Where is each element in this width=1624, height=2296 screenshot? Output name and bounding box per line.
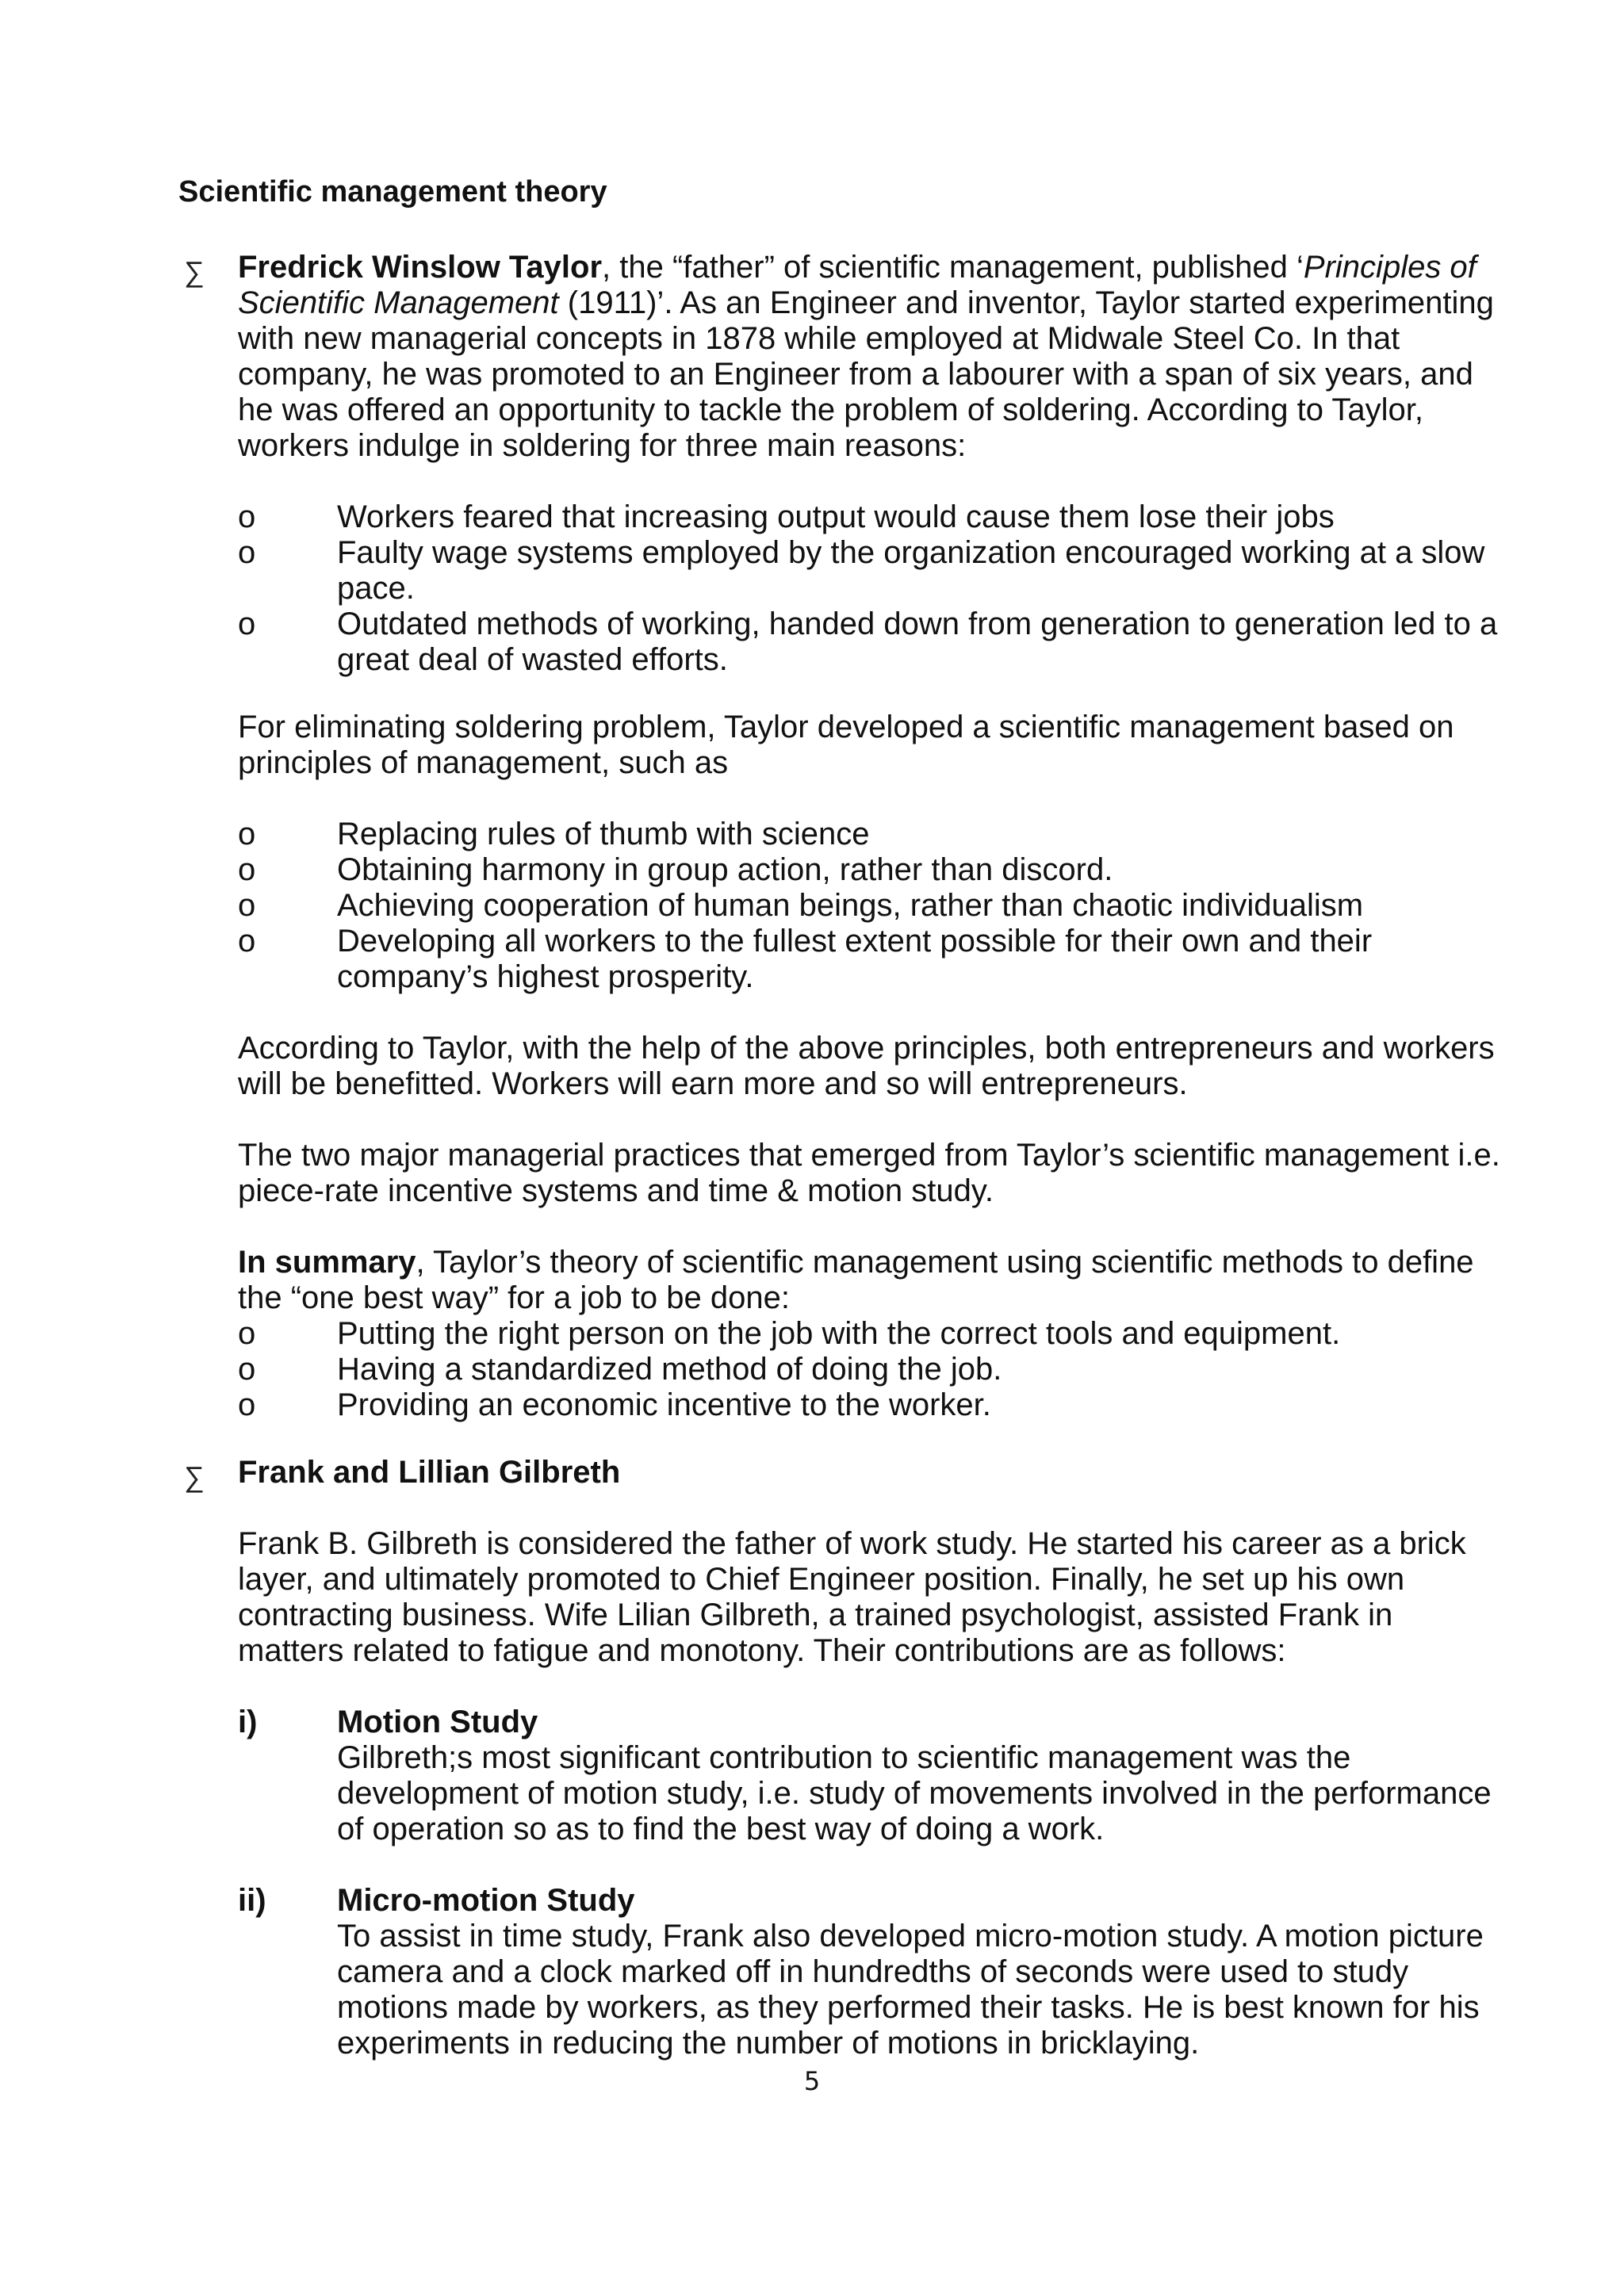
circle-bullet-icon: o	[238, 499, 256, 534]
circle-bullet-icon: o	[238, 607, 256, 641]
sigma-bullet-icon: ∑	[184, 255, 205, 288]
principle-text: Developing all workers to the fullest extent possible for their own and their company’s highest prosperity.	[337, 924, 1373, 994]
gilbreth-intro: Frank B. Gilbreth is considered the father of work study. He started his career as a brick layer, and ultimately promoted to Chief Engineer position. Finally, he set up his own contracting business. Wife Lilian Gilbreth, a trained psychologist, assisted Frank in matters related to fatigue and monotony. Their contributions are as follows:	[238, 1526, 1466, 1668]
list-item	[238, 1352, 1507, 1387]
principle-text: Achieving cooperation of human beings, rather than chaotic individualism	[337, 888, 1364, 923]
principles-intro: For eliminating soldering problem, Taylor developed a scientific management based on principles of management, such as	[238, 710, 1454, 780]
circle-bullet-icon: o	[238, 1387, 256, 1422]
contribution-item	[238, 1883, 1507, 2061]
item-number: i)	[238, 1705, 258, 1739]
reason-text: Outdated methods of working, handed down from generation to generation led to a great deal of wasted efforts.	[337, 607, 1498, 677]
circle-bullet-icon: o	[238, 924, 256, 959]
summary-block	[238, 1245, 1507, 1316]
circle-bullet-icon: o	[238, 1316, 256, 1351]
sigma-bullet-icon: ∑	[184, 1460, 205, 1493]
reasons-list	[238, 499, 1507, 678]
list-item	[238, 607, 1507, 678]
taylor-intro-pre: , the “father” of scientific management, published ‘	[602, 250, 1304, 285]
taylor-section	[238, 250, 1507, 464]
summary-label: In summary	[238, 1245, 416, 1280]
benefit-paragraph: According to Taylor, with the help of the above principles, both entrepreneurs and workers will be benefitted. Workers will earn more and so will entrepreneurs.	[238, 1031, 1495, 1101]
reasons-list-block	[238, 499, 1507, 678]
list-item	[238, 535, 1507, 607]
item-number: ii)	[238, 1883, 266, 1918]
principles-intro-block	[238, 710, 1507, 781]
summary-paragraph	[238, 1245, 1507, 1316]
circle-bullet-icon: o	[238, 817, 256, 851]
taylor-intro	[238, 250, 1507, 464]
list-item	[238, 817, 1507, 852]
contribution-text: To assist in time study, Frank also developed micro-motion study. A motion picture camera and a clock marked off in hundredths of seconds were used to study motions made by workers, as they performed their tasks. He is best known for his experiments in reducing the number of motions in bricklaying.	[337, 1919, 1484, 2061]
page-number: 5	[803, 2066, 821, 2096]
principles-list-block	[238, 817, 1507, 995]
benefit-block	[238, 1031, 1507, 1102]
summary-list-block	[238, 1316, 1507, 1423]
contribution-text: Gilbreth;s most significant contribution to scientific management was the development of motion study, i.e. study of movements involved in the performance of operation so as to find the best way of doing a work.	[337, 1740, 1492, 1846]
principle-text: Replacing rules of thumb with science	[337, 817, 870, 851]
circle-bullet-icon: o	[238, 852, 256, 887]
list-item	[238, 1387, 1507, 1423]
list-item	[238, 1316, 1507, 1352]
section-heading: Scientific management theory	[178, 175, 607, 209]
principle-text: Obtaining harmony in group action, rather than discord.	[337, 852, 1113, 887]
taylor-intro-post: (1911)’. As an Engineer and inventor, Taylor started experimenting with new managerial concepts in 1878 while employed at Midwale Steel Co. In that company, he was promoted to an Engineer from a labourer with a span of six years, and he was offered an opportunity to tackle the problem of soldering. According to Taylor, workers indulge in soldering for three main reasons:	[238, 285, 1494, 463]
summary-list	[0, 1316, 1507, 1423]
gilbreth-title-block	[238, 1455, 1507, 1490]
contribution-title: Micro-motion Study	[337, 1883, 635, 1918]
practices-paragraph: The two major managerial practices that emerged from Taylor’s scientific management i.e. piece-rate incentive systems and time & motion study.	[238, 1138, 1500, 1208]
list-item	[238, 499, 1507, 535]
reason-text: Faulty wage systems employed by the organization encouraged working at a slow pace.	[337, 535, 1485, 606]
list-item	[238, 888, 1507, 924]
practices-block	[238, 1138, 1507, 1209]
circle-bullet-icon: o	[238, 888, 256, 923]
summary-text: , Taylor’s theory of scientific management using scientific methods to define the “one best way” for a job to be done:	[238, 1245, 1474, 1315]
list-item	[238, 852, 1507, 888]
contribution-item	[238, 1705, 1507, 1847]
circle-bullet-icon: o	[238, 1352, 256, 1387]
summary-item-text: Having a standardized method of doing the job.	[337, 1352, 1002, 1387]
taylor-name: Fredrick Winslow Taylor	[238, 250, 603, 285]
contribution-title: Motion Study	[337, 1705, 538, 1739]
gilbreth-title: Frank and Lillian Gilbreth	[238, 1455, 621, 1490]
summary-item-text: Providing an economic incentive to the worker.	[337, 1387, 991, 1422]
book-title: Principles of Scientific Management	[238, 250, 1477, 320]
circle-bullet-icon: o	[238, 535, 256, 570]
reason-text: Workers feared that increasing output would cause them lose their jobs	[337, 499, 1335, 534]
summary-item-text: Putting the right person on the job with the correct tools and equipment.	[337, 1316, 1341, 1351]
list-item	[238, 924, 1507, 995]
principles-list	[238, 817, 1507, 995]
gilbreth-intro-block	[238, 1526, 1507, 1669]
